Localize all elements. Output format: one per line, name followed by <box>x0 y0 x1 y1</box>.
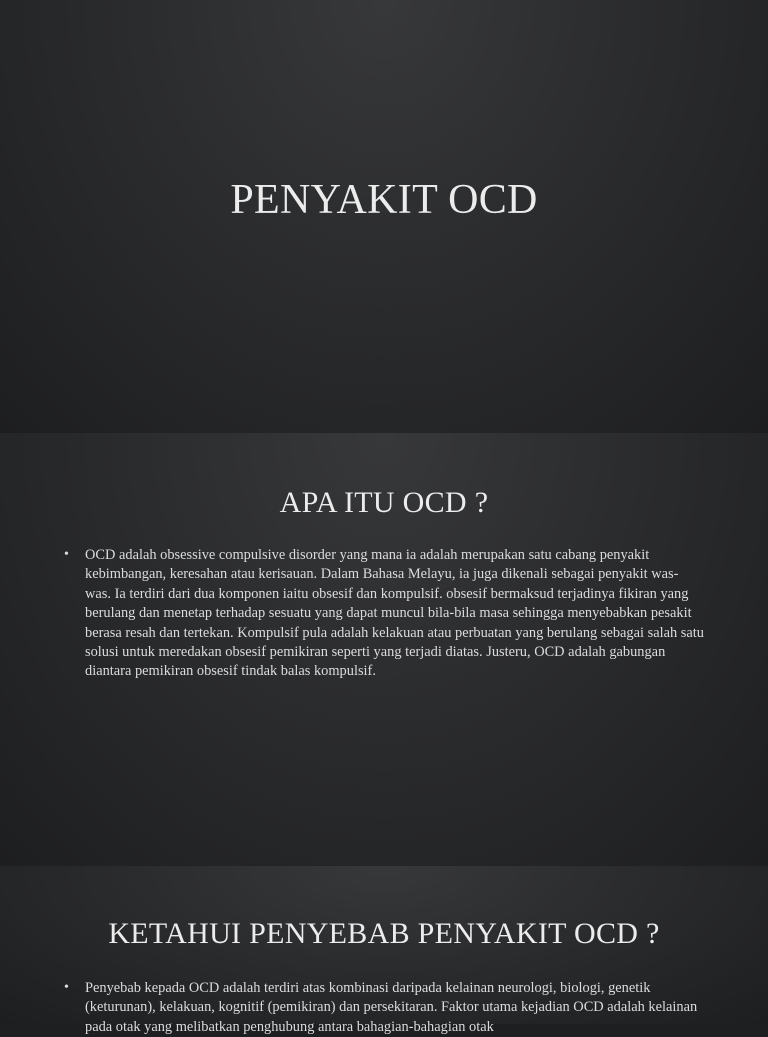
slide-penyebab-ocd <box>0 866 768 1035</box>
slide-title-heading: PENYAKIT OCD <box>230 177 538 223</box>
bullet-list <box>64 979 704 1037</box>
bullet-icon: • <box>64 980 69 995</box>
list-item <box>64 979 704 1037</box>
slide-apa-itu-ocd <box>0 433 768 866</box>
slide-title <box>0 0 768 433</box>
bullet-text: OCD adalah obsessive compulsive disorder yang mana ia adalah merupakan satu cabang penyakit kebimbangan, keresahan atau kerisauan. Dalam Bahasa Melayu, ia juga dikenali sebagai penyakit was-was. Ia terdiri dari dua komponen iaitu obsesif dan kompulsif. obsesif bermaksud terjadinya fikiran yang berulang dan menetap terhadap sesuatu yang dapat muncul bila-bila masa sehingga menyebabkan pesakit berasa resah dan tertekan. Kompulsif pula adalah kelakuan atau perbuatan yang berulang sebagai salah satu solusi untuk meredakan obsesif pemikiran seperti yang terjadi diatas. Justeru, OCD adalah gabungan diantara pemikiran obsesif tindak balas kompulsif. <box>85 547 704 680</box>
bullet-icon: • <box>64 547 69 562</box>
list-item <box>64 546 704 682</box>
slide-heading: APA ITU OCD ? <box>279 486 489 519</box>
bullet-text: Penyebab kepada OCD adalah terdiri atas kombinasi daripada kelainan neurologi, biologi, genetik (keturunan), kelakuan, kognitif (pemikiran) dan persekitaran. Faktor utama kejadian OCD adalah kelainan pada otak yang melibatkan penghubung antara bahagian-bahagian otak <box>85 980 698 1035</box>
slide-heading: KETAHUI PENYEBAB PENYAKIT OCD ? <box>108 917 660 950</box>
bullet-list <box>64 546 704 682</box>
